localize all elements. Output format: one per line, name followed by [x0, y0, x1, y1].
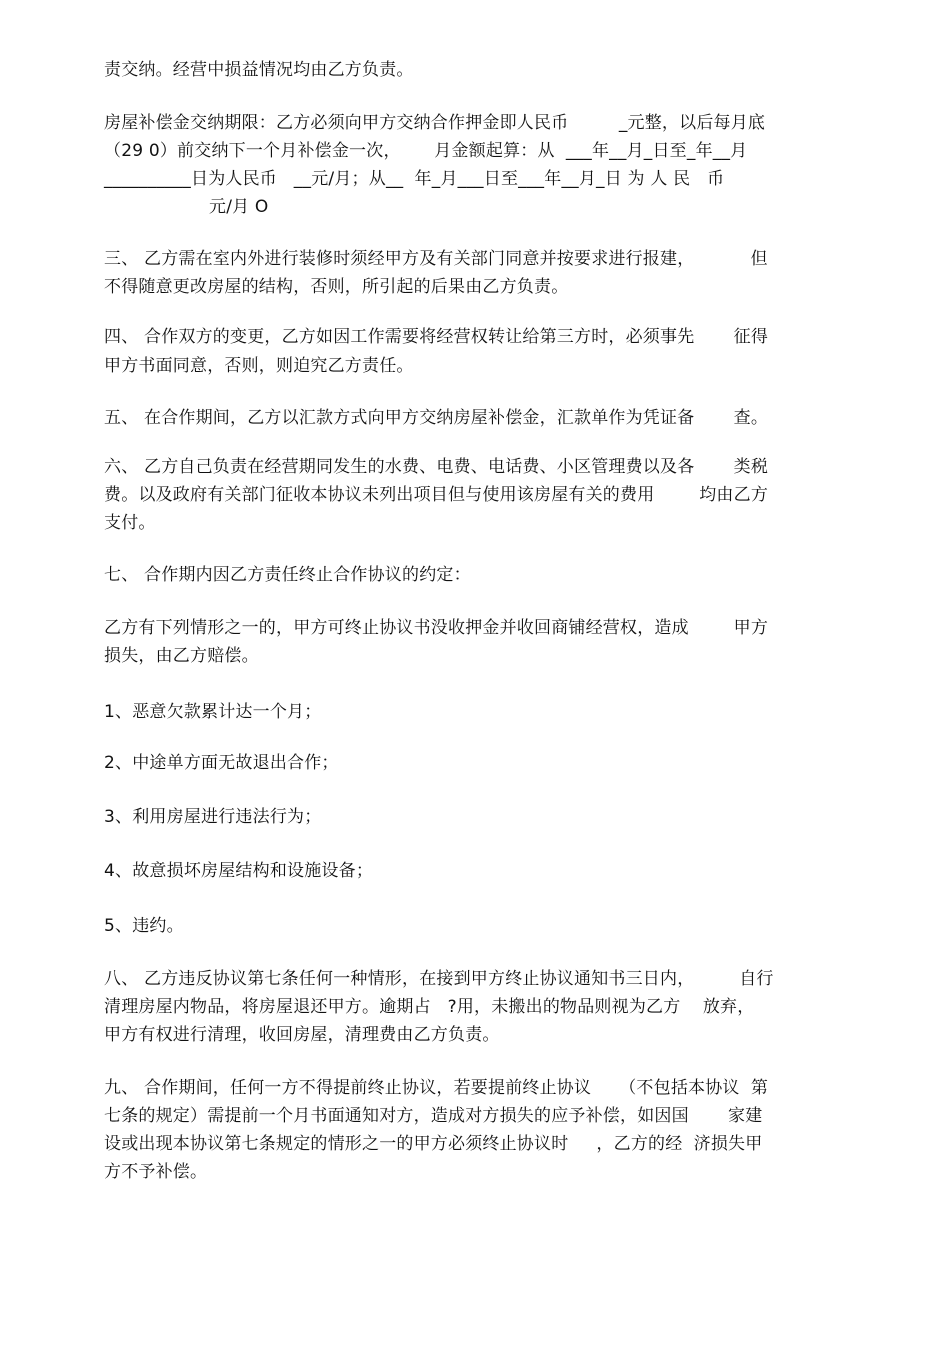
text-line: 八、 乙方违反协议第七条任何一种情形，在接到甲方终止协议通知书三日内， 自行 [104, 969, 774, 989]
list-item: 4、故意损坏房屋结构和设施设备； [104, 861, 374, 881]
text-line: 责交纳。经营中损益情况均由乙方负责。 [104, 60, 414, 80]
text-line: 乙方有下列情形之一的，甲方可终止协议书没收押金并收回商铺经营权，造成 甲方 [104, 618, 769, 638]
text-line: 元/月 O [209, 197, 269, 217]
text-line: 设或出现本协议第七条规定的情形之一的甲方必须终止协议时 ，乙方的经 济损失甲 [104, 1134, 763, 1154]
text-line: 支付。 [104, 513, 156, 533]
text-line: 四、 合作双方的变更，乙方如因工作需要将经营权转让给第三方时，必须事先 征得 [104, 327, 769, 347]
text-line: 损失，由乙方赔偿。 [104, 646, 259, 666]
list-item: 2、中途单方面无故退出合作； [104, 753, 339, 773]
text-line: 五、 在合作期间，乙方以汇款方式向甲方交纳房屋补偿金，汇款单作为凭证备 查。 [104, 408, 769, 428]
list-item: 3、利用房屋进行违法行为； [104, 807, 322, 827]
text-line: 六、 乙方自己负责在经营期同发生的水费、电费、电话费、小区管理费以及各 类税 [104, 457, 769, 477]
text-line: 清理房屋内物品，将房屋退还甲方。逾期占 ?用，未搬出的物品则视为乙方 放弃， [104, 997, 755, 1017]
text-line: 甲方书面同意，否则，则迫究乙方责任。 [104, 356, 414, 376]
text-line: 七、 合作期内因乙方责任终止合作协议的约定： [104, 565, 471, 585]
list-item: 5、违约。 [104, 916, 184, 936]
text-line: 七条的规定）需提前一个月书面通知对方，造成对方损失的应予补偿，如因国 家建 [104, 1106, 763, 1126]
text-line: （29 0）前交纳下一个月补偿金一次， 月金额起算：从 ___年__月_日至_年__月 [104, 141, 748, 161]
text-line: __________日为人民币 __元/月；从__ 年_月___日至___年__月_日 为 人 民 币 [104, 169, 725, 189]
text-line: 甲方有权进行清理，收回房屋，清理费由乙方负责。 [104, 1025, 500, 1045]
list-item: 1、恶意欠款累计达一个月； [104, 702, 322, 722]
text-line: 不得随意更改房屋的结构，否则，所引起的后果由乙方负责。 [104, 277, 569, 297]
text-line: 房屋补偿金交纳期限：乙方必须向甲方交纳合作押金即人民币 _元整，以后每月底 [104, 113, 766, 133]
text-line: 九、 合作期间，任何一方不得提前终止协议，若要提前终止协议 （不包括本协议 第 [104, 1078, 769, 1098]
text-line: 方不予补偿。 [104, 1162, 208, 1182]
text-line: 三、 乙方需在室内外进行装修时须经甲方及有关部门同意并按要求进行报建， 但 [104, 249, 768, 269]
text-line: 费。以及政府有关部门征收本协议未列出项目但与使用该房屋有关的费用 均由乙方 [104, 485, 769, 505]
